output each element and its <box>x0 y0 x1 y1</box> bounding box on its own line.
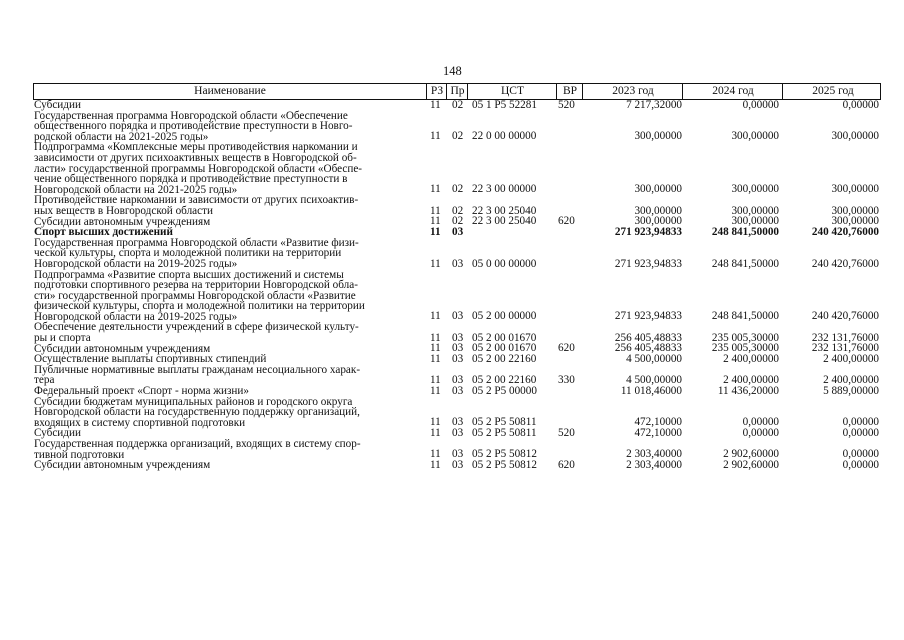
cell-pr: 03 <box>452 225 464 238</box>
row-name-line: Новгородской области на 2019-2025 годы» <box>34 310 238 323</box>
cell-y2023: 4 500,00000 <box>626 352 682 365</box>
row-name <box>33 365 422 386</box>
cell-y2023: 472,10000 <box>634 416 682 429</box>
cell-rz: 11 <box>430 225 441 238</box>
cell-y2024: 248 841,50000 <box>711 257 779 270</box>
cell-y2025: 5 889,00000 <box>823 384 879 397</box>
cell-y2024: 235 005,30000 <box>711 342 779 355</box>
cell-pr: 02 <box>452 130 464 143</box>
cell-cst: 05 2 00 22160 <box>472 352 537 365</box>
table-row <box>33 142 881 195</box>
cell-y2024: 2 400,00000 <box>723 352 779 365</box>
table-row <box>33 238 881 270</box>
table-row <box>33 100 881 111</box>
row-name <box>33 238 422 270</box>
table-row <box>33 397 881 429</box>
cell-y2025: 240 420,76000 <box>811 310 879 323</box>
cell-vr: 620 <box>558 215 575 228</box>
cell-pr: 03 <box>452 257 464 270</box>
cell-cst: 22 3 00 00000 <box>472 183 537 196</box>
table-row <box>33 365 881 386</box>
cell-y2023: 256 405,48833 <box>614 342 682 355</box>
header-2023: 2023 год <box>582 84 683 99</box>
table-row <box>33 111 881 143</box>
row-name <box>33 195 422 216</box>
row-name-line: Обеспечение деятельности учреждений в сфере физической культу- <box>34 321 359 334</box>
header-pr: Пр <box>446 84 468 99</box>
cell-y2025: 2 400,00000 <box>823 352 879 365</box>
row-name-line: подготовки спортивного резерва на территории Новгородской обла- <box>34 279 358 292</box>
cell-y2023: 271 923,94833 <box>614 257 682 270</box>
row-name <box>33 142 422 195</box>
header-vr: ВР <box>556 84 583 99</box>
cell-pr: 03 <box>452 458 464 471</box>
cell-pr: 03 <box>452 310 464 323</box>
cell-rz: 11 <box>430 331 441 344</box>
cell-y2025: 300,00000 <box>831 130 879 143</box>
row-name-line: чение общественного порядка и противодействие преступности в <box>34 173 348 186</box>
cell-y2025: 232 131,76000 <box>811 342 879 355</box>
cell-pr: 03 <box>452 331 464 344</box>
cell-cst: 05 2 00 01670 <box>472 342 537 355</box>
cell-rz: 11 <box>430 98 441 111</box>
cell-pr: 03 <box>452 342 464 355</box>
cell-y2024: 300,00000 <box>731 130 779 143</box>
cell-pr: 03 <box>452 352 464 365</box>
cell-y2023: 300,00000 <box>634 183 682 196</box>
row-name-line: физической культуры, спорта и молодежной политики на территории <box>34 300 365 313</box>
cell-y2024: 0,00000 <box>742 416 779 429</box>
cell-pr: 03 <box>452 374 464 387</box>
cell-pr: 03 <box>452 384 464 397</box>
cell-pr: 03 <box>452 416 464 429</box>
header-name: Наименование <box>194 85 266 97</box>
row-name-line: Субсидии автономным учреждениям <box>34 342 211 355</box>
row-name-line: Спорт высших достижений <box>34 226 173 239</box>
cell-y2025: 300,00000 <box>831 204 879 217</box>
row-name-line: Новгородской области на 2019-2025 годы» <box>34 257 238 270</box>
table-row <box>33 460 881 471</box>
cell-vr: 620 <box>558 342 575 355</box>
row-name-line: общественного порядка и противодействие преступности в Новго- <box>34 120 353 133</box>
cell-y2024: 2 902,60000 <box>723 448 779 461</box>
row-name <box>33 100 422 111</box>
table-body <box>33 100 881 471</box>
cell-cst: 05 2 P5 50811 <box>472 416 537 429</box>
row-name-line: ры и спорта <box>34 332 91 345</box>
row-name-line: Осуществление выплаты спортивных стипендий <box>34 353 267 366</box>
cell-y2024: 248 841,50000 <box>711 225 779 238</box>
cell-y2024: 11 436,20000 <box>717 384 779 397</box>
cell-rz: 11 <box>430 257 441 270</box>
cell-cst: 22 3 00 25040 <box>472 204 537 217</box>
cell-y2024: 300,00000 <box>731 204 779 217</box>
cell-y2023: 300,00000 <box>634 204 682 217</box>
cell-y2024: 0,00000 <box>742 98 779 111</box>
cell-rz: 11 <box>430 448 441 461</box>
row-name-line: Государственная программа Новгородской области «Развитие физи- <box>34 236 359 249</box>
row-name-line: тера <box>34 374 55 387</box>
cell-y2023: 7 217,32000 <box>626 98 682 111</box>
cell-vr: 620 <box>558 458 575 471</box>
cell-pr: 02 <box>452 183 464 196</box>
cell-cst: 05 2 00 22160 <box>472 374 537 387</box>
cell-rz: 11 <box>430 384 441 397</box>
cell-y2023: 300,00000 <box>634 130 682 143</box>
row-name-line: Субсидии автономным учреждениям <box>34 215 211 228</box>
cell-y2023: 11 018,46000 <box>620 384 682 397</box>
row-name-line: Субсидии <box>34 99 81 111</box>
cell-y2025: 300,00000 <box>831 215 879 228</box>
cell-vr: 520 <box>558 427 575 439</box>
cell-cst: 05 2 P5 50812 <box>472 458 537 471</box>
row-name-line: Государственная программа Новгородской области «Обеспечение <box>34 109 348 122</box>
cell-y2025: 0,00000 <box>842 98 879 111</box>
cell-y2023: 271 923,94833 <box>614 310 682 323</box>
cell-vr: 520 <box>558 98 575 111</box>
row-name-line: Новгородской области на государственную поддержку организаций, <box>34 406 360 419</box>
table-row <box>33 439 881 460</box>
cell-rz: 11 <box>430 204 441 217</box>
cell-pr: 02 <box>452 98 464 111</box>
cell-rz: 11 <box>430 427 441 439</box>
header-2024: 2024 год <box>682 84 783 99</box>
row-name-line: сти» государственной программы Новгородской области «Развитие <box>34 289 356 302</box>
cell-y2025: 240 420,76000 <box>811 257 879 270</box>
row-name-line: Государственная поддержка организаций, входящих в систему спор- <box>34 438 361 450</box>
cell-y2025: 232 131,76000 <box>811 331 879 344</box>
cell-y2023: 300,00000 <box>634 215 682 228</box>
cell-y2024: 248 841,50000 <box>711 310 779 323</box>
cell-rz: 11 <box>430 310 441 323</box>
row-name <box>33 111 422 143</box>
row-name <box>33 439 422 460</box>
row-name-line: тивной подготовки <box>34 448 125 461</box>
cell-rz: 11 <box>430 416 441 429</box>
cell-y2024: 2 400,00000 <box>723 374 779 387</box>
cell-cst: 05 2 P5 50811 <box>472 427 537 439</box>
row-name-line: родской области на 2021-2025 годы» <box>34 130 209 143</box>
row-name-line: Подпрограмма «Комплексные меры противодействия наркомании и <box>34 141 358 154</box>
cell-rz: 11 <box>430 342 441 355</box>
header-2025: 2025 год <box>782 84 883 99</box>
cell-y2023: 472,10000 <box>634 427 682 439</box>
row-name <box>33 322 422 343</box>
cell-y2025: 0,00000 <box>842 458 879 471</box>
table-row <box>33 195 881 216</box>
cell-rz: 11 <box>430 130 441 143</box>
cell-y2025: 0,00000 <box>842 448 879 461</box>
row-name-line: Новгородской области на 2021-2025 годы» <box>34 183 238 196</box>
cell-y2024: 300,00000 <box>731 215 779 228</box>
row-name-line: Противодействие наркомании и зависимости от других психоактив- <box>34 194 359 207</box>
row-name-line: ных веществ в Новгородской области <box>34 204 213 217</box>
row-name-line: ческой культуры, спорта и молодежной политики на территории <box>34 247 342 260</box>
cell-pr: 03 <box>452 427 464 439</box>
row-name-line: Субсидии автономным учреждениям <box>34 459 211 472</box>
row-name-line: ласти» государственной программы Новгородской области «Обеспе- <box>34 162 363 175</box>
cell-cst: 05 2 00 01670 <box>472 331 537 344</box>
cell-y2023: 2 303,40000 <box>626 458 682 471</box>
cell-y2025: 2 400,00000 <box>823 374 879 387</box>
cell-rz: 11 <box>430 374 441 387</box>
cell-cst: 05 2 P5 50812 <box>472 448 537 461</box>
cell-cst: 05 1 P5 52281 <box>472 98 537 111</box>
row-name-line: Подпрограмма «Развитие спорта высших достижений и системы <box>34 268 344 281</box>
cell-cst: 22 3 00 25040 <box>472 215 537 228</box>
row-name-line: зависимости от других психоактивных веществ в Новгородской об- <box>34 151 357 164</box>
header-rz: РЗ <box>426 84 447 99</box>
row-name-line: Субсидии <box>34 427 81 440</box>
cell-pr: 02 <box>452 215 464 228</box>
cell-pr: 03 <box>452 448 464 461</box>
cell-cst: 05 2 00 00000 <box>472 310 537 323</box>
row-name-line: Субсидии бюджетам муниципальных районов и городского округа <box>34 395 353 408</box>
table-row <box>33 270 881 323</box>
row-name-line: Федеральный проект «Спорт - норма жизни» <box>34 385 249 398</box>
row-name-line: входящих в систему спортивной подготовки <box>34 416 246 429</box>
cell-y2025: 0,00000 <box>842 427 879 439</box>
cell-y2024: 235 005,30000 <box>711 331 779 344</box>
table-header <box>33 83 881 100</box>
cell-y2023: 271 923,94833 <box>614 225 682 238</box>
budget-table <box>33 83 881 471</box>
cell-cst: 22 0 00 00000 <box>472 130 537 143</box>
cell-y2023: 4 500,00000 <box>626 374 682 387</box>
row-name-line: Публичные нормативные выплаты гражданам несоциального харак- <box>34 363 361 376</box>
cell-rz: 11 <box>430 183 441 196</box>
row-name <box>33 270 422 323</box>
cell-y2025: 240 420,76000 <box>811 225 879 238</box>
cell-cst: 05 0 00 00000 <box>472 257 537 270</box>
cell-y2024: 0,00000 <box>742 427 779 439</box>
cell-rz: 11 <box>430 458 441 471</box>
table-row <box>33 322 881 343</box>
cell-y2023: 256 405,48833 <box>614 331 682 344</box>
cell-cst: 05 2 P5 00000 <box>472 384 537 397</box>
header-cst: ЦСТ <box>467 84 557 99</box>
cell-pr: 02 <box>452 204 464 217</box>
cell-y2024: 2 902,60000 <box>723 458 779 471</box>
cell-y2025: 300,00000 <box>831 183 879 196</box>
cell-vr: 330 <box>558 374 575 387</box>
cell-y2025: 0,00000 <box>842 416 879 429</box>
cell-rz: 11 <box>430 352 441 365</box>
page-number: 148 <box>443 64 462 78</box>
row-name <box>33 397 422 429</box>
cell-y2024: 300,00000 <box>731 183 779 196</box>
row-name <box>33 460 422 471</box>
cell-rz: 11 <box>430 215 441 228</box>
cell-y2023: 2 303,40000 <box>626 448 682 461</box>
